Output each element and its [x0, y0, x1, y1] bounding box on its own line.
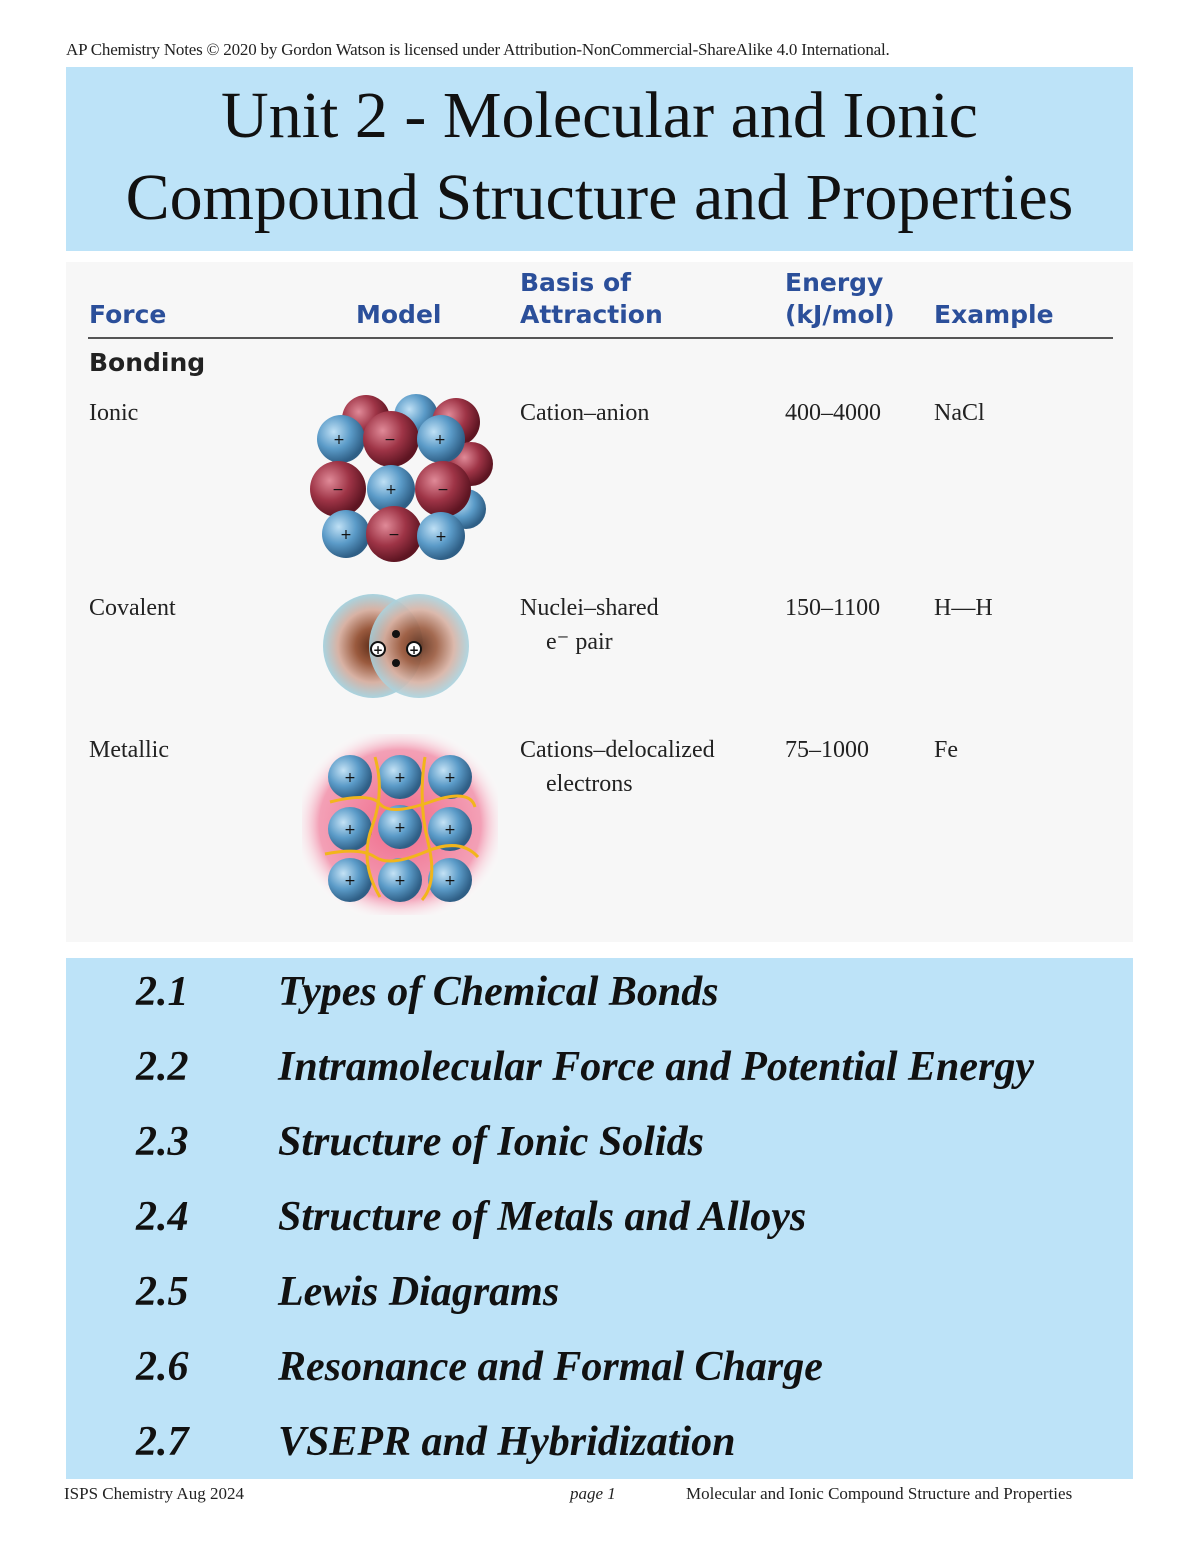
row-metallic-example: Fe [934, 737, 958, 763]
header-force: Force [89, 300, 167, 329]
svg-text:+: + [344, 873, 356, 889]
row-covalent-example: H—H [934, 595, 993, 621]
svg-text:+: + [340, 527, 352, 543]
svg-text:+: + [408, 643, 420, 657]
row-ionic-energy: 400–4000 [785, 400, 881, 426]
section-label-bonding: Bonding [89, 348, 206, 377]
svg-text:+: + [385, 482, 397, 498]
topic-item [66, 1418, 1133, 1478]
row-covalent-energy: 150–1100 [785, 595, 881, 621]
topic-title: Lewis Diagrams [278, 1269, 560, 1315]
topic-title: Types of Chemical Bonds [278, 969, 719, 1015]
topic-item [66, 1193, 1133, 1253]
topic-item [66, 968, 1133, 1028]
topic-number: 2.3 [136, 1119, 189, 1165]
svg-text:+: + [444, 822, 456, 838]
topic-number: 2.6 [136, 1344, 189, 1390]
header-example: Example [934, 300, 1054, 329]
row-covalent-basis-line-2: e⁻ pair [546, 629, 613, 655]
topic-item [66, 1043, 1133, 1103]
header-basis-line-1: Basis of [520, 268, 632, 297]
svg-text:+: + [434, 432, 446, 448]
row-metallic-force: Metallic [89, 737, 169, 763]
svg-text:−: − [384, 432, 396, 448]
header-energy-line-1: Energy [785, 268, 884, 297]
footer-page-number: page 1 [570, 1484, 616, 1503]
svg-text:+: + [394, 770, 406, 786]
topic-number: 2.1 [136, 969, 189, 1015]
svg-text:+: + [344, 770, 356, 786]
row-ionic-basis: Cation–anion [520, 400, 650, 426]
svg-text:+: + [394, 820, 406, 836]
row-metallic-energy: 75–1000 [785, 737, 869, 763]
topics-list [66, 958, 1133, 1479]
row-covalent-basis-line-1: Nuclei–shared [520, 595, 659, 621]
topic-title: Structure of Ionic Solids [278, 1119, 704, 1165]
bonding-table [66, 262, 1133, 942]
topic-number: 2.2 [136, 1044, 189, 1090]
row-ionic-force: Ionic [89, 400, 139, 426]
page-title-line-1: Unit 2 - Molecular and Ionic [221, 79, 978, 152]
svg-text:+: + [394, 873, 406, 889]
header-energy-line-2: (kJ/mol) [785, 300, 895, 329]
svg-text:+: + [372, 643, 384, 657]
row-covalent-force: Covalent [89, 595, 176, 621]
topic-number: 2.5 [136, 1269, 189, 1315]
topic-title: Intramolecular Force and Potential Energy [278, 1044, 1035, 1090]
covalent-h2-model [321, 590, 471, 702]
topic-title: VSEPR and Hybridization [278, 1419, 736, 1465]
header-basis [520, 267, 663, 331]
row-metallic-basis [520, 733, 715, 801]
topic-item [66, 1118, 1133, 1178]
svg-text:−: − [388, 527, 400, 543]
row-metallic-basis-line-1: Cations–delocalized [520, 737, 715, 763]
svg-text:−: − [437, 482, 449, 498]
footer-unit-title: Molecular and Ionic Compound Structure and Properties [686, 1484, 1073, 1503]
svg-text:+: + [333, 432, 345, 448]
header-rule [88, 337, 1113, 339]
svg-text:+: + [444, 770, 456, 786]
row-ionic-example: NaCl [934, 400, 985, 426]
title-banner [66, 67, 1133, 251]
topic-item [66, 1268, 1133, 1328]
svg-text:+: + [344, 822, 356, 838]
header-model: Model [356, 300, 442, 329]
page-title-line-2: Compound Structure and Properties [125, 161, 1074, 234]
svg-text:+: + [435, 529, 447, 545]
svg-text:+: + [444, 873, 456, 889]
license-text: AP Chemistry Notes © 2020 by Gordon Watson is licensed under Attribution-NonCommercial-ShareAlike 4.0 International. [66, 40, 890, 59]
header-energy [785, 267, 895, 331]
topic-number: 2.7 [136, 1419, 189, 1465]
topic-title: Structure of Metals and Alloys [278, 1194, 807, 1240]
metallic-lattice-model [300, 732, 500, 917]
topic-number: 2.4 [136, 1194, 189, 1240]
ionic-lattice-model [306, 394, 496, 569]
svg-text:−: − [332, 482, 344, 498]
row-covalent-basis [520, 591, 659, 659]
topic-title: Resonance and Formal Charge [278, 1344, 823, 1390]
topic-item [66, 1343, 1133, 1403]
header-basis-line-2: Attraction [520, 300, 663, 329]
footer-course: ISPS Chemistry Aug 2024 [64, 1484, 244, 1503]
row-metallic-basis-line-2: electrons [546, 771, 633, 797]
